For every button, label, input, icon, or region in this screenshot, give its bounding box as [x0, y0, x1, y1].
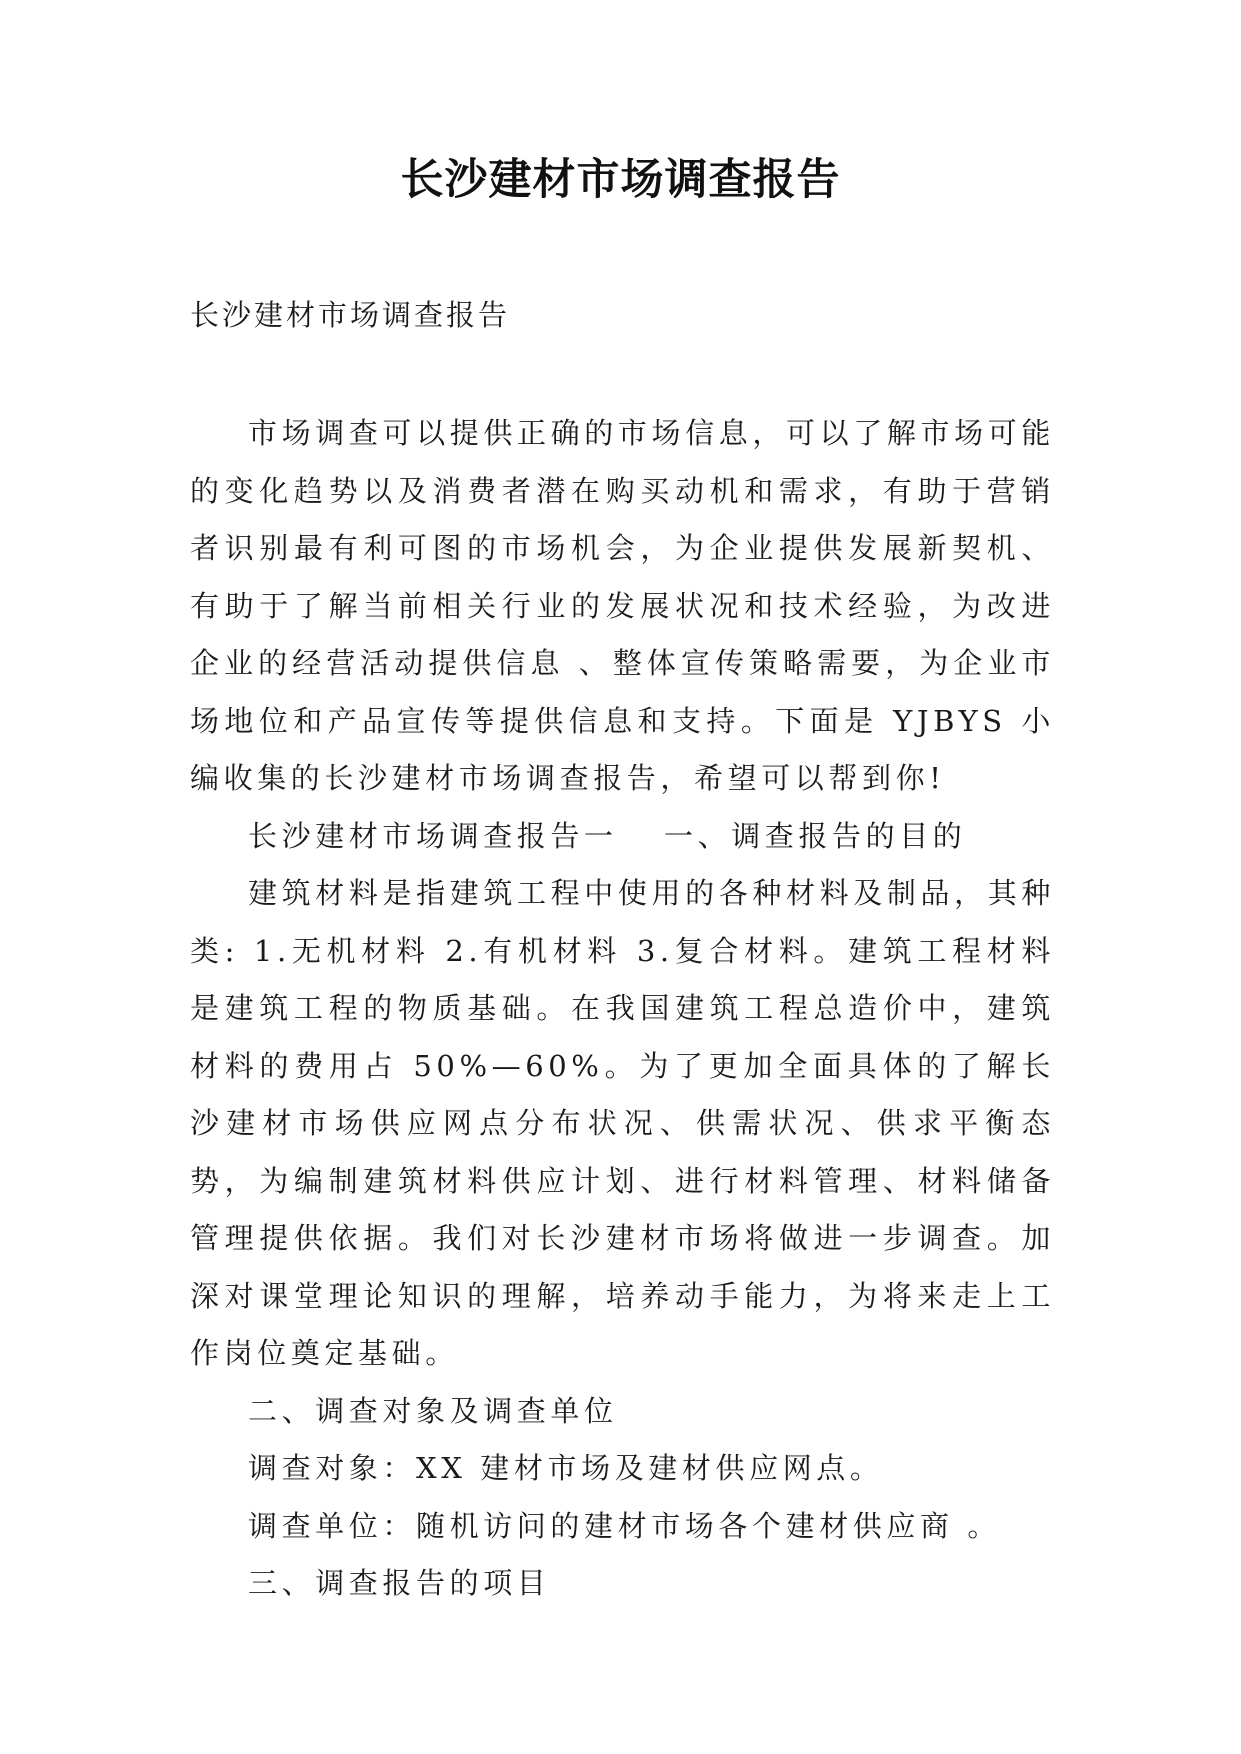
section-one-heading: 一、调查报告的目的: [664, 818, 967, 853]
section-three-heading: 三、调查报告的项目: [248, 1566, 551, 1600]
intro-paragraph: 市场调查可以提供正确的市场信息，可以了解市场可能的变化趋势以及消费者潜在购买动机和需求，有助于营销者识别最有利可图的市场机会，为企业提供发展新契机、有助于了解当前相关行业的发展状况和技术经验，为改进企业的经营活动提供信息 、整体宣传策略需要，为企业市场地位和产品宣传等提供信息和支持。下面是 YJBYS 小编收集的长沙建材市场调查报告，希望可以帮到你!: [190, 416, 1055, 795]
document-body: [190, 405, 1055, 1613]
survey-object-line: 调查对象：XX 建材市场及建材供应网点。: [248, 1451, 884, 1485]
report-one-heading-line: [190, 808, 1055, 866]
section-two-heading: 二、调查对象及调查单位: [248, 1393, 618, 1428]
report-one-title: 长沙建材市场调查报告一: [248, 818, 618, 853]
document-title: 长沙建材市场调查报告: [400, 155, 841, 205]
document-subtitle: 长沙建材市场调查报告: [190, 298, 511, 332]
survey-unit-line: 调查单位：随机访问的建材市场各个建材供应商 。: [248, 1508, 1002, 1543]
purpose-paragraph: 建筑材料是指建筑工程中使用的各种材料及制品，其种类: 1.无机材料 2.有机材料 3.复合材料。建筑工程材料是建筑工程的物质基础。在我国建筑工程总造价中，建筑材料的费用占 50%—60%。为了更加全面具体的了解长沙建材市场供应网点分布状况、供需状况、供求平衡态势，为编制建筑材料供应计划、进行材料管理、材料储备管理提供依据。我们对长沙建材市场将做进一步调查。加深对课堂理论知识的理解，培养动手能力，为将来走上工作岗位奠定基础。: [190, 876, 1055, 1370]
